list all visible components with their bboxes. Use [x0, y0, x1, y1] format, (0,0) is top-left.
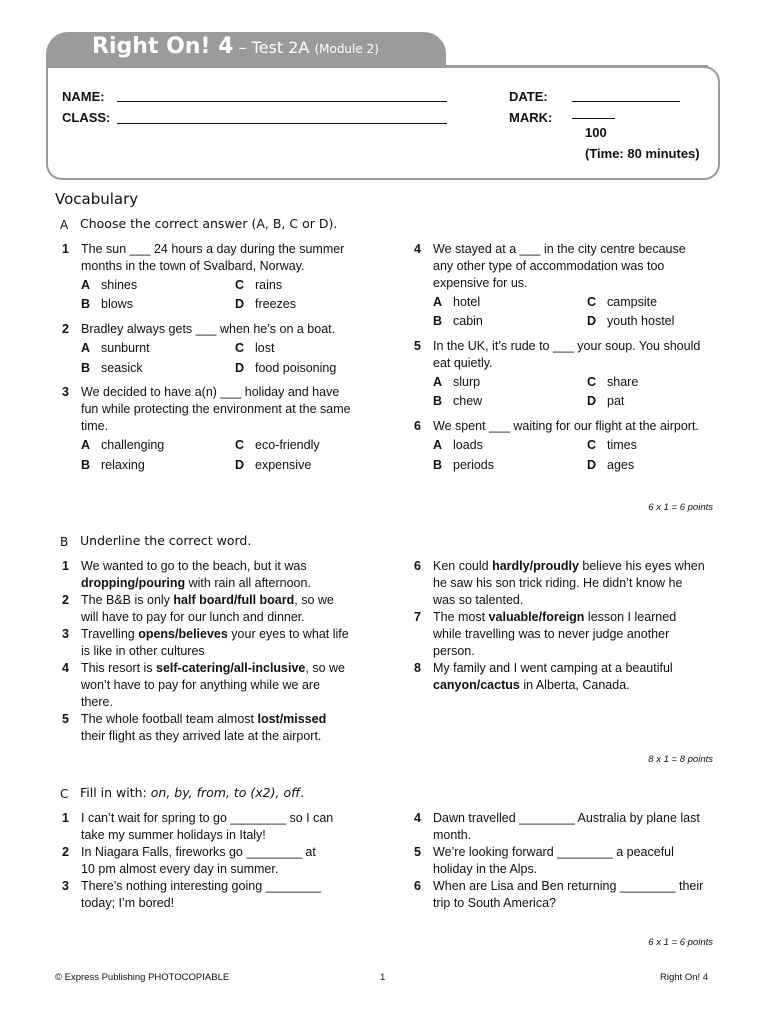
mark-label: MARK:	[509, 110, 553, 125]
question-c3: 3 There’s nothing interesting going ________ today; I’m bored!	[62, 879, 322, 910]
vocabulary-heading: Vocabulary	[55, 190, 139, 208]
section-a-points: 6 x 1 = 6 points	[648, 502, 713, 513]
section-c-points: 6 x 1 = 6 points	[648, 937, 713, 948]
section-c-letter: C	[60, 787, 69, 801]
name-field[interactable]	[117, 101, 447, 102]
word-choice-b5[interactable]: lost/missed	[257, 712, 327, 726]
question-b8: 8 My family and I went camping at a beautiful canyon/cactus in Alberta, Canada.	[414, 661, 673, 692]
word-choice-b2[interactable]: half board/full board	[173, 593, 295, 607]
section-b-letter: B	[60, 535, 69, 549]
word-choice-b1[interactable]: dropping/pouring	[81, 576, 186, 590]
word-choice-b3[interactable]: opens/believes	[138, 627, 228, 641]
page-title: Right On! 4 – Test 2A (Module 2)	[92, 34, 379, 59]
date-field[interactable]	[572, 101, 680, 102]
option-a5-d[interactable]: D pat	[587, 394, 625, 408]
question-b2: 2 The B&B is only half board/full board, so we will have to pay for our lunch and dinner.	[62, 593, 334, 624]
option-a4-c[interactable]: C campsite	[587, 295, 658, 309]
section-b-points: 8 x 1 = 8 points	[648, 754, 713, 765]
time-limit: (Time: 80 minutes)	[585, 146, 700, 161]
option-a1-a[interactable]: A shines	[81, 278, 138, 292]
question-b4: 4 This resort is self-catering/all-inclusive, so we won’t have to pay for anything while we are there.	[62, 661, 345, 709]
word-choice-b7[interactable]: valuable/foreign	[488, 610, 585, 624]
class-field[interactable]	[117, 123, 447, 124]
option-a2-c[interactable]: C lost	[235, 341, 275, 355]
option-a3-a[interactable]: A challenging	[81, 438, 165, 452]
option-a4-a[interactable]: A hotel	[433, 295, 481, 309]
question-b3: 3 Travelling opens/believes your eyes to what life is like in other cultures	[62, 627, 349, 658]
section-b-instruction: Underline the correct word.	[80, 533, 252, 548]
question-c5: 5 We’re looking forward ________ a peaceful holiday in the Alps.	[414, 845, 674, 876]
question-b6: 6 Ken could hardly/proudly believe his eyes when he saw his son trick riding. He didn’t know he was so talented.	[414, 559, 705, 607]
option-a6-d[interactable]: D ages	[587, 458, 635, 472]
section-a-letter: A	[60, 218, 69, 232]
footer-copyright: © Express Publishing PHOTOCOPIABLE	[55, 972, 230, 983]
name-label: NAME:	[62, 89, 105, 104]
option-a3-d[interactable]: D expensive	[235, 458, 312, 472]
option-a6-a[interactable]: A loads	[433, 438, 483, 452]
option-a3-c[interactable]: C eco-friendly	[235, 438, 320, 452]
word-choice-b4[interactable]: self-catering/all-inclusive	[156, 661, 306, 675]
option-a1-b[interactable]: B blows	[81, 297, 133, 311]
section-c-instruction: Fill in with: on, by, from, to (x2), off.	[80, 785, 305, 800]
question-b7: 7 The most valuable/foreign lesson I learned while travelling was to never judge another person.	[414, 610, 677, 658]
question-a5: 5 In the UK, it’s rude to ___ your soup. You should eat quietly.	[414, 339, 701, 370]
question-c4: 4 Dawn travelled ________ Australia by plane last month.	[414, 811, 700, 842]
question-a3: 3 We decided to have a(n) ___ holiday and have fun while protecting the environment at the same time.	[62, 385, 351, 433]
option-a4-d[interactable]: D youth hostel	[587, 314, 675, 328]
question-b5: 5 The whole football team almost lost/missed their flight as they arrived late at the airport.	[62, 712, 327, 743]
option-a1-d[interactable]: D freezes	[235, 297, 296, 311]
option-a5-a[interactable]: A slurp	[433, 375, 481, 389]
question-a1: 1 The sun ___ 24 hours a day during the summer months in the town of Svalbard, Norway.	[62, 242, 345, 273]
mark-field[interactable]	[572, 118, 615, 119]
question-b1: 1 We wanted to go to the beach, but it was dropping/pouring with rain all afternoon.	[62, 559, 311, 590]
option-a2-d[interactable]: D food poisoning	[235, 361, 337, 375]
mark-total: 100	[585, 125, 607, 140]
option-a1-c[interactable]: C rains	[235, 278, 283, 292]
option-a2-b[interactable]: B seasick	[81, 361, 143, 375]
footer-book-title: Right On! 4	[660, 972, 709, 983]
word-choice-b8[interactable]: canyon/cactus	[433, 678, 520, 692]
option-a3-b[interactable]: B relaxing	[81, 458, 145, 472]
question-c2: 2 In Niagara Falls, fireworks go ________ at 10 pm almost every day in summer.	[62, 845, 316, 876]
option-a6-b[interactable]: B periods	[433, 458, 494, 472]
question-c1: 1 I can’t wait for spring to go ________ so I can take my summer holidays in Italy!	[62, 811, 334, 842]
date-label: DATE:	[509, 89, 548, 104]
question-a4: 4 We stayed at a ___ in the city centre because any other type of accommodation was too expensive for us.	[414, 242, 686, 290]
option-a5-c[interactable]: C share	[587, 375, 639, 389]
word-choice-b6[interactable]: hardly/proudly	[492, 559, 579, 573]
option-a6-c[interactable]: C times	[587, 438, 637, 452]
question-a2: 2 Bradley always gets ___ when he’s on a boat.	[62, 322, 336, 336]
option-a4-b[interactable]: B cabin	[433, 314, 483, 328]
option-a5-b[interactable]: B chew	[433, 394, 483, 408]
class-label: CLASS:	[62, 110, 111, 125]
section-a-instruction: Choose the correct answer (A, B, C or D).	[80, 216, 338, 231]
question-a6: 6 We spent ___ waiting for our flight at the airport.	[414, 419, 699, 433]
question-c6: 6 When are Lisa and Ben returning ________ their trip to South America?	[414, 879, 704, 910]
footer-page-number: 1	[380, 972, 386, 983]
option-a2-a[interactable]: A sunburnt	[81, 341, 150, 355]
